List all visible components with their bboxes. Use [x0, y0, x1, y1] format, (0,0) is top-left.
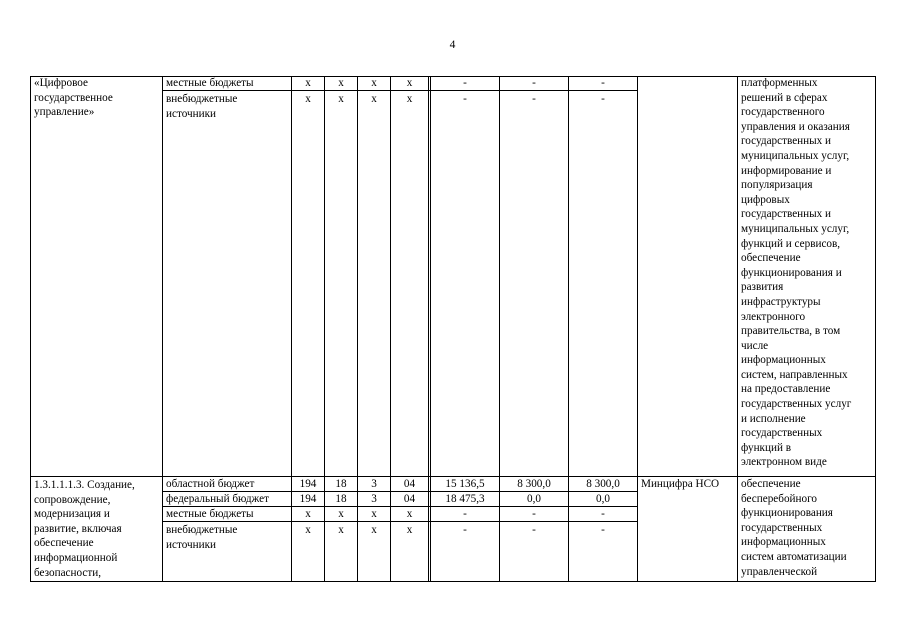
result-text-line: функций в — [741, 441, 792, 454]
result-text-line: бесперебойного — [741, 492, 818, 505]
row2-source-g-4: x — [305, 524, 311, 536]
result-text-line: систем автоматизации — [741, 550, 847, 563]
row1-source-label: местные бюджеты — [166, 77, 254, 89]
row2-source-rz-2: 18 — [335, 493, 347, 505]
row2-source-y1-1: 15 136,5 — [445, 478, 485, 490]
result-text-line: популяризация — [741, 179, 813, 192]
row1-name: «Цифровое государственное управление» — [34, 77, 113, 119]
row2-source-pr-4: x — [371, 524, 377, 536]
col-border-9 — [637, 76, 638, 582]
row1-source-vr: x — [406, 77, 413, 89]
row1-source-vr-2: x — [406, 93, 413, 105]
result-text-line: государственных — [741, 427, 823, 440]
row2-source-y3-1: 8 300,0 — [586, 478, 620, 490]
result-text-line: правительства, в том — [741, 325, 841, 338]
result-text-line: цифровых — [741, 193, 790, 206]
result-text-line: информационных — [741, 354, 826, 367]
row2-source-y3-3: - — [601, 508, 605, 520]
result-text-line: платформенных — [741, 77, 818, 89]
row1-source-y3-2: - — [601, 93, 605, 105]
row2-source-g-3: x — [305, 508, 311, 520]
row1-source-y3: - — [601, 77, 605, 89]
row2-source-label-3: местные бюджеты — [166, 508, 254, 520]
col-border-11 — [875, 76, 876, 582]
row2-source-vr-2: 04 — [403, 493, 416, 505]
row2-source-y2-4: - — [532, 524, 536, 536]
result-text-line: информирование и — [741, 164, 832, 177]
row1-source-y2-2: - — [532, 93, 536, 105]
col-border-6 — [428, 76, 429, 582]
row2-source-vr-1: 04 — [403, 478, 416, 490]
row2-source-label-4: внебюджетные источники — [166, 524, 238, 551]
row2-source-rz-3: x — [338, 508, 344, 520]
row1-source-pr: x — [371, 77, 377, 89]
row2-source-y1-2: 18 475,3 — [445, 493, 485, 505]
row1-source-label-2: внебюджетные источники — [166, 93, 238, 120]
result-text-line: муниципальных услуг, — [741, 149, 850, 162]
result-text-line: решений в сферах — [741, 91, 828, 104]
row2-source-vr-4: x — [406, 524, 413, 536]
result-text-line: муниципальных услуг, — [741, 222, 850, 235]
result-text-line: систем, направленных — [741, 368, 848, 381]
col-border-1 — [162, 76, 163, 582]
result-text-line: инфраструктуры — [741, 295, 821, 308]
result-text-line: функционирования — [741, 507, 833, 520]
result-text-line: функционирования и — [741, 266, 842, 279]
result-text-line: обеспечение — [741, 252, 801, 265]
table-bottom-border — [30, 581, 876, 582]
program-table — [30, 76, 876, 582]
col-border-10 — [737, 76, 738, 582]
result-text-line: на предоставление — [741, 383, 831, 396]
row2-source-pr-1: 3 — [371, 478, 377, 490]
row2-source-y1-3: - — [463, 508, 467, 520]
row2-result — [741, 477, 847, 579]
row2-executor: Минцифра НСО — [641, 478, 720, 490]
row1-result — [741, 76, 851, 470]
row1-source-y1: - — [463, 77, 467, 89]
result-text-line: государственного — [741, 106, 825, 119]
result-text-line: функций и сервисов, — [741, 237, 841, 250]
row2-source-g-2: 194 — [299, 493, 317, 505]
row1-source-rz: x — [338, 77, 344, 89]
result-text-line: информационных — [741, 536, 826, 549]
result-text-line: развития — [741, 281, 784, 294]
row2-source-y3-4: - — [601, 524, 605, 536]
result-text-line: управления и оказания — [741, 120, 850, 133]
result-text-line: электронного — [741, 310, 806, 323]
page-number: 4 — [449, 39, 456, 51]
row2-source-rz-4: x — [338, 524, 344, 536]
col-border-0 — [30, 76, 31, 582]
result-text-line: обеспечение — [741, 478, 801, 490]
result-text-line: государственных и — [741, 135, 832, 148]
row2-source-y2-3: - — [532, 508, 536, 520]
result-text-line: электронном виде — [741, 456, 827, 469]
result-text-line: государственных — [741, 521, 823, 534]
row2-source-vr-3: x — [406, 508, 413, 520]
row1-source-y1-2: - — [463, 93, 467, 105]
result-text-line: и исполнение — [741, 412, 806, 425]
result-text-line: государственных и — [741, 208, 832, 221]
row1-source-rz-2: x — [338, 93, 344, 105]
row2-source-y2-2: 0,0 — [527, 493, 541, 505]
row2-source-pr-3: x — [371, 508, 377, 520]
row2-source-y1-4: - — [463, 524, 467, 536]
row2-source-label-1: областной бюджет — [166, 478, 255, 490]
row1-source-g: x — [305, 77, 311, 89]
row2-source-y3-2: 0,0 — [596, 493, 610, 505]
row2-source-g-1: 194 — [299, 478, 317, 490]
row1-source-g-2: x — [305, 93, 311, 105]
row2-source-label-2: федеральный бюджет — [166, 493, 269, 505]
result-text-line: числе — [741, 339, 769, 352]
row1-source-y2: - — [532, 77, 536, 89]
result-text-line: управленческой — [741, 565, 818, 578]
row2-source-rz-1: 18 — [335, 478, 347, 490]
row2-source-y2-1: 8 300,0 — [517, 478, 551, 490]
row1-source-pr-2: x — [371, 93, 377, 105]
row2-name: 1.3.1.1.1.3. Создание, сопровождение, модернизация и развитие, включая обеспечение информационной безопасности, — [34, 479, 135, 579]
result-text-line: государственных услуг — [741, 398, 852, 411]
row2-source-pr-2: 3 — [371, 493, 377, 505]
